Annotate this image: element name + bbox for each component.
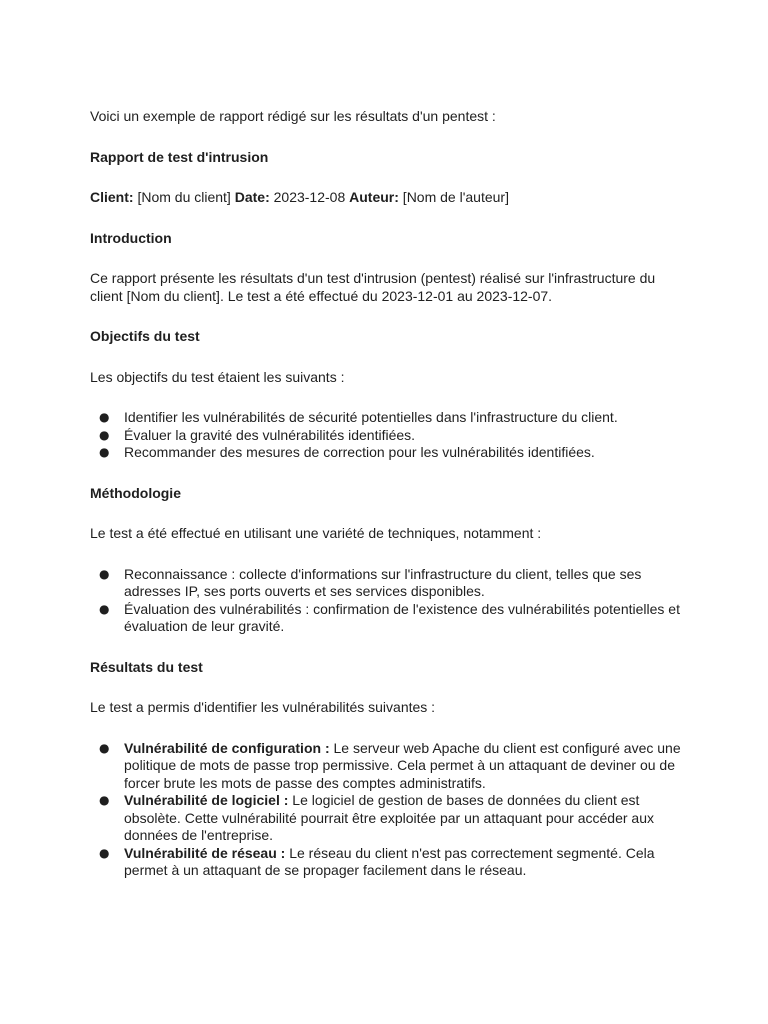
list-item: ● Recommander des mesures de correction pour les vulnérabilités identifiées.: [90, 444, 690, 462]
vulnerability-label: Vulnérabilité de logiciel :: [124, 792, 289, 808]
list-item: ● Identifier les vulnérabilités de sécurité potentielles dans l'infrastructure du client.: [90, 409, 690, 427]
objectives-lead: Les objectifs du test étaient les suivants :: [90, 368, 345, 385]
report-document: [90, 108, 690, 903]
report-meta: [90, 189, 690, 207]
list-item: [90, 792, 690, 845]
client-value: [Nom du client]: [133, 189, 235, 205]
list-item: [90, 845, 690, 880]
objectives-list: [90, 409, 690, 462]
author-value: [Nom de l'auteur]: [398, 189, 509, 205]
vulnerability-text: Le réseau du client n'est pas correctement segmenté. Cela permet à un attaquant de se propager facilement dans le réseau.: [124, 844, 655, 878]
report-title: Rapport de test d'intrusion: [90, 148, 269, 165]
vulnerability-text: Le logiciel de gestion de bases de données du client est obsolète. Cette vulnérabilité pourrait être exploitée par un attaquant pour accéder aux données de l'entreprise.: [124, 792, 655, 843]
methodology-lead: Le test a été effectué en utilisant une variété de techniques, notamment :: [90, 525, 542, 541]
results-list: [90, 740, 690, 880]
list-item: [90, 740, 690, 793]
list-item: ● Reconnaissance : collecte d'informations sur l'infrastructure du client, telles que ses adresses IP, ses ports ouverts et ses services disponibles.: [90, 566, 690, 601]
list-item: ● Évaluation des vulnérabilités : confirmation de l'existence des vulnérabilités potentielles et évaluation de leur gravité.: [90, 601, 690, 636]
vulnerability-label: Vulnérabilité de réseau :: [124, 844, 286, 861]
results-lead: Le test a permis d'identifier les vulnérabilités suivantes :: [90, 699, 436, 715]
results-heading: Résultats du test: [90, 658, 203, 675]
introduction-heading: Introduction: [90, 229, 172, 246]
date-label: Date:: [234, 189, 270, 205]
client-label: Client:: [90, 189, 134, 205]
list-item: ● Évaluer la gravité des vulnérabilités identifiées.: [90, 427, 690, 445]
objectives-heading: Objectifs du test: [90, 328, 200, 344]
intro-line: Voici un exemple de rapport rédigé sur les résultats d'un pentest :: [90, 108, 496, 124]
vulnerability-label: Vulnérabilité de configuration :: [124, 739, 330, 756]
author-label: Auteur:: [349, 189, 399, 205]
date-value: 2023-12-08: [269, 189, 350, 205]
methodology-list: [90, 566, 690, 636]
introduction-text: Ce rapport présente les résultats d'un test d'intrusion (pentest) réalisé sur l'infrastructure du client [Nom du client]. Le test a été effectué du 2023-12-01 au 2023-12-07.: [90, 270, 656, 304]
methodology-heading: Méthodologie: [90, 484, 181, 501]
vulnerability-text: Le serveur web Apache du client est configuré avec une politique de mots de passe trop permissive. Cela permet à un attaquant de deviner ou de forcer brute les mots de passe des comptes administratifs.: [124, 739, 681, 791]
